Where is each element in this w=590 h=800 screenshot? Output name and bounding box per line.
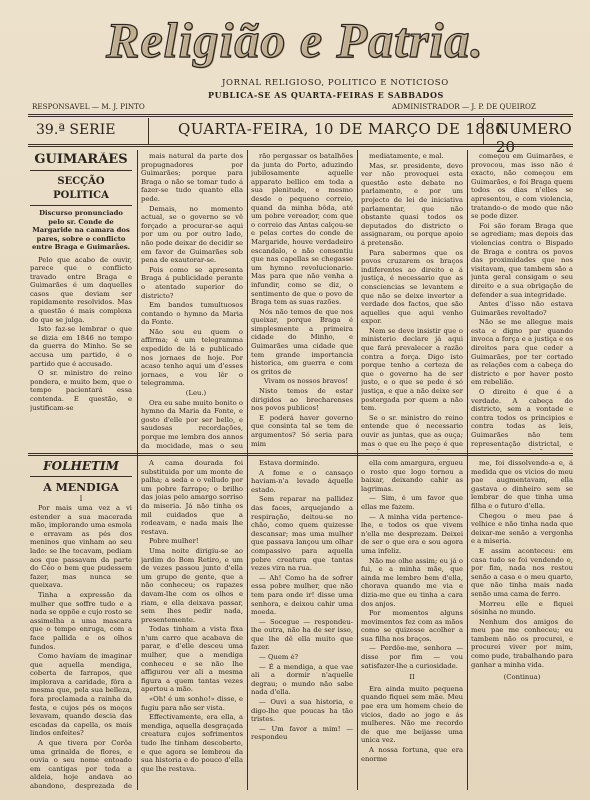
paragraph: A nossa fortuna, que era enorme xyxy=(361,746,463,763)
paragraph: O direito é que é a verdade. A cabeça do districto, sem a vontade e contra todos os principios e contra todas as leis, Guimarães não tem representação districtal, e xyxy=(471,388,573,448)
paragraph: Não se me allegue mais esta e digno par quando invoca a força e a justiça e os direitos para que ceder a Guimarães, por ter cortado as relações com a cabeça do districto e por haver posto em rebelião. xyxy=(471,318,573,387)
story-title: A MENDIGA xyxy=(43,481,119,494)
paragraph: Era ainda muito pequena quando fiquei sem mãe. Meu pae era um homem cheio de vicios, dado ao jogo e ás mulheres. Não me recordo de que me beijasse uma unica vez. xyxy=(361,684,463,745)
paragraph: (Leu.) xyxy=(185,389,207,398)
paragraph: — Ouvi a sua historia, e digo-lhe que poucas ha tão tristes. xyxy=(251,698,353,724)
paragraph: A que tivera por Corôa uma grinalda de flores, e ouvia o seu nome entoado em cantigas por toda a aldeia, hoje andava ao abandono, desprezada de xyxy=(30,739,132,790)
publication-schedule: PUBLICA-SE AS QUARTA-FEIRAS E SABBADOS xyxy=(208,90,444,100)
column-4-bottom xyxy=(361,459,463,791)
paragraph: Não sou eu quem o affirma; é um telegramma expedido de lá e publicado nos jornaes de hoje. Por acaso tenho aqui um d'esses jornaes, e vou lêr o telegramma. xyxy=(141,327,243,388)
paragraph: ella com amargura, ergueu o rosto que logo tornou a baixar, deixando cahir as lagrimas. xyxy=(361,459,463,493)
chapter-number: II xyxy=(409,673,415,682)
paragraph: — É a mendiga, a que vae ali a dormir n'aquelle degrau; o mundo não sabe nada d'ella. xyxy=(251,662,353,697)
infobar-bottom-rule-2 xyxy=(28,146,573,147)
heading-rule xyxy=(30,205,132,206)
issue-number: NUMERO 20 xyxy=(496,120,572,156)
paragraph: Como havíam de imaginar que aquella mendiga, coberta de farrapos, que implorava a caridade, fôra a mesma que, pela sua belleza, fora proclamada a rainha da festa, e cujos pés os moços levavam, quando descia das escadas da capella, os mais lindos enfeites? xyxy=(30,652,132,738)
column-divider xyxy=(357,150,358,790)
paragraph: me, foi dissolvendo-a e, á medida que os vicios do meu pae augmentavam, ella gastava o dinheiro sem se lembrar de que tinha uma filha e o futuro d'ella. xyxy=(471,459,573,510)
folhetim-divider-rule-2 xyxy=(28,455,573,456)
section-heading-guimaraes: GUIMARÃES xyxy=(34,152,128,167)
paragraph: — Perdôe-me, senhora — disse por fim — vou satisfazer-lhe a curiosidade. xyxy=(361,644,463,670)
paragraph: A cama dourada foi substituida por um monte de palha; a seda e o velludo por um pobre farrapo; o brilho das joias pelo amargo sorriso da miseria. Já não tinha os mil cuidados que a rodeavam, e nada mais lhe restava. xyxy=(141,459,243,536)
paragraph: — Ah! Como ha de sofrer essa pobre mulher, que não tem para onde ir! disse uma senhora, e deixou cahir uma moeda. xyxy=(251,573,353,617)
issue-bar-divider xyxy=(148,118,149,144)
column-3-bottom xyxy=(251,459,353,791)
column-divider xyxy=(467,150,468,790)
responsible-editor: RESPONSAVEL — M. J. PINTO xyxy=(32,102,145,111)
paragraph: Por mais uma vez a vi estender a sua macerada mão, implorando uma esmola e erravam as pés dos meninos que vinham ao seu lado: se lhe tocavam, pediam aos que passavam da parte do Céo o bem que pudessem fazer, mas nunca se queixava. xyxy=(30,504,132,590)
column-3-top xyxy=(251,152,353,450)
paragraph: Sem reparar na pallidez das faces, arquejando a respiração, deitou-se no chão, como quem quizesse descansar; mas uma mulher que passava lançou um olhar compassivo para aquella pobre creatura que tantas vezes vira na rua. xyxy=(251,495,353,573)
paragraph: Foi são foram Braga que se agrediam; mas depois das violencias contra o Bispado de Braga e contra os povos das proximidades que nos visitavam, que tambem são a junta geral consigam o seu direito e a sua obrigação de defender a sua integridade. xyxy=(471,221,573,299)
paragraph: Nisto temos de estar dirigidos ao brecharenses nos povos publicos! xyxy=(251,387,353,413)
paragraph: Se o sr. ministro do reino entende que é necessario ouvir as juntas, que as ouça; mas o que eu lhe peço é que xyxy=(361,413,463,448)
issue-bar-divider xyxy=(483,118,484,144)
paragraph: começou em Guimarães, e provocou, mas isso não é exacto, não começou em Guimarães, e foi Braga quem todos os dias n'elles se apresentou, e com violencia, tratando-o de modo que não se pode dizer. xyxy=(471,152,573,221)
column-divider xyxy=(247,150,248,790)
infobar-bottom-rule xyxy=(28,144,573,145)
continua-note: (Continua) xyxy=(503,673,541,682)
paragraph: Não me olhe assim; eu já o fui, e a minha mãe, que ainda me lembro bem d'ella, chorava quando me via e dizia-me que eu tinha a cara dos anjos. xyxy=(361,556,463,608)
column-2-bottom xyxy=(141,459,243,791)
folhetim-divider-rule xyxy=(28,453,573,454)
issue-date: QUARTA-FEIRA, 10 DE MARÇO DE 1886 xyxy=(178,120,506,138)
paragraph: Demais, no momento actual, se o governo se vê forçado a procurar-se aqui por um ou por outro lado, não pode deixar de decidir se em favor de Guimarães sob pena de exautorar-se. xyxy=(141,204,243,265)
paragraph: Vivam os nossos bravos! xyxy=(263,377,349,386)
paragraph: Pois como se apresenta Braga á publicidade perante o atentado superior do districto? xyxy=(141,265,243,300)
column-divider xyxy=(137,150,138,790)
paragraph: A fome e o cansaço haviam-n'a levado áquelle estado. xyxy=(251,468,353,494)
heading-rule xyxy=(30,476,132,477)
masthead-title: Religião e Patria. xyxy=(106,12,484,68)
paragraph: Uma noite dirigiu-se ao jardim do Bom Retiro, e um de vezes passou junto d'ella um grupo de gente, que a não conheceu; os rapazes davam-lhe com os olhos e riam, e ella deixava passar, sem lhes pedir nada, presentemente. xyxy=(141,546,243,624)
heading-rule xyxy=(30,170,132,171)
column-2-top xyxy=(141,152,243,450)
paragraph: Todas tinham a vista fixa n'um carro que acabava de parar, e d'elle desceu uma mulher, que a mendiga conheceu e se não lhe affigurou ver ali a mesma figura a quem tantas vezes apertou a mão. xyxy=(141,625,243,694)
column-5-top xyxy=(471,152,573,450)
paragraph: — Sim, é um favor que ellas me fazem. xyxy=(361,494,463,511)
column-5-bottom xyxy=(471,459,573,791)
speech-subheading: Discurso pronunciado pelo sr. Conde de Margaride na camara dos pares, sobre o conflicto entre Braga e Guimarães. xyxy=(31,209,131,251)
paragraph: — Socegue — respondeu-lhe outra, não ha de ser isso, que lhe dê ella muito que fazer. xyxy=(251,617,353,652)
paragraph: Por momentos alguns movimentos fez com as mãos como se quizesse acolher a sua filha nos braços. xyxy=(361,609,463,643)
paragraph: Ora eu sabe muito bonito o hymno da Maria da Fonte, e gosto d'elle por ser bello, e saudosas recordações, porque me lembra dos annos da mocidade, mas o seu xyxy=(141,398,243,450)
issue-serie: 39.ª SERIE xyxy=(36,122,116,138)
paragraph: mediatamente, e mal. xyxy=(369,152,444,160)
paragraph: Chegou o meu pae á velhice e não tinha nada que deixar-me senão a vergonha e a miseria. xyxy=(471,511,573,546)
paragraph: mais natural da parte dos propugnadores por Guimarães; porque para Braga o não se tomar tudo á fazer-se tudo quanto ella pede. xyxy=(141,152,243,203)
paragraph: Nós não temos de que nos queixar, porque Braga é simplesmente a primeira cidade do Minho, e Guimarães uma cidade que tem grande importancia historica, em guerra e com os gritos de xyxy=(251,307,353,376)
paragraph: Effectivamente, era ella, a mendiga, aquella desgraçada creatura cujos sofrimentos tudo lhe tinham descoberto, e que agora se lembrou da sua historia e do pouco d'ella que lhe restava. xyxy=(141,713,243,773)
section-politica: SECÇÃO POLITICA xyxy=(53,176,109,201)
paragraph: Nem se deve insistir que o ministerio declare já aqui que fará prevalecer a razão contra a força. Digo isto porque tenho a certeza de que o governo ha de ser justo, e o que se pede é só justiça, e que a não deixe ser postergada por quem a não tem. xyxy=(361,326,463,413)
column-4-top xyxy=(361,152,463,450)
paragraph: — A minha vida pertence-lhe, e todos os que vivem n'ella me desprezam. Deixei de ser o que era e sou agora uma infeliz. xyxy=(361,512,463,555)
paragraph: Mas, sr. presidente, devo ver não provoquei esta questão este debate no parlamento, e por um projecto de lei de iniciativa parlamentar, que não obstante quasi todos os deputados do districto o assignaram, ou porque apoio á pretensão. xyxy=(361,161,463,247)
paragraph: Isto faz-se lembrar o que se dizia em 1846 no tempo da guerra do Minho. Se se accusa um partido, é o partido que é accusado. xyxy=(30,325,132,368)
top-double-rule xyxy=(28,114,573,115)
paragraph: Pobre mulher! xyxy=(149,537,199,546)
paragraph: Estava dormindo. xyxy=(259,459,320,467)
column-1-bottom xyxy=(30,459,132,791)
paragraph: Antes d'isso não estava Guimarães revoltado? xyxy=(471,300,573,317)
folhetim-heading: FOLHETIM xyxy=(43,459,119,473)
masthead-subtitle: JORNAL RELIGIOSO, POLITICO E NOTICIOSO xyxy=(222,78,449,88)
paragraph: Morreu elle e fiquei sósinha no mundo. xyxy=(471,599,573,617)
paragraph: Em bandos tumultuosos contando o hymno da Maria da Fonte. xyxy=(141,301,243,327)
column-1-top xyxy=(30,152,132,450)
top-double-rule-2 xyxy=(28,116,573,117)
paragraph: Pelo que acabo de ouvir, parece que o conflicto travado entre Braga e Guimarães é um daquelles casos que deviam ser rapidamente resolvidos. Mas a questão é mais complexa do que se julga. xyxy=(30,255,132,324)
chapter-number: I xyxy=(79,495,83,503)
paragraph: «Oh! é um sonho!» disse, e fugiu para não ser vista. xyxy=(141,695,243,712)
paragraph: Para sabermos que os povos cruzarem os braços indiferentes ao direito e á justiça, é necessario que as consciencias se levantem e que não se deixe inverter a verdade dos factos, que são aquelles que aqui venho expor. xyxy=(361,248,463,326)
paragraph: Tinha a expressão da mulher que soffre tudo e a nada se oppõe e cujo rosto se assimelha a uma mascara que o tempo enruga, com a face pallida e os olhos fundos. xyxy=(30,590,132,651)
paragraph: rão pergassar os batalhões da junta do Porto, aduzindo jubilosamente aquelle apparato bellico em toda a sua plenitude, e mesmo desde o pequeno correio, quand da minha bôda, até um pobre vereador, com que o correio das Antas calçou-se e pelas cortes do conde de Margaride, houve verdadeiro escandalo, e não consentiu que nas capellas se chegasse um hymno revolucionario. Mas para que não venha a infundir, como se diz, o sentimento de que o povo de Braga tem as suas razões. xyxy=(251,152,353,307)
administrator: ADMINISTRADOR — J. P. DE QUEIROZ xyxy=(392,102,536,111)
paragraph: Nenhum dos amigos de meu pae me conheceu; eu tambem não os procurei, e procurei viver por mim, como pude, trabalhando para ganhar a minha vida. xyxy=(471,617,573,669)
paragraph: E assim aconteceu: em casa tudo se foi vendendo e, por fim, nada nos restou senão a casa e o meu quarto, que não tinha mais nada senão uma cama de ferro. xyxy=(471,546,573,598)
paragraph: — Um favor a mim! — respondeu xyxy=(251,724,353,742)
paragraph: O sr. ministro do reino pondera, e muito bem, que o tempo pacientará essa contenda. E questão, e justificam-se xyxy=(30,369,132,412)
paragraph: — Quem é? xyxy=(259,653,299,662)
paragraph: E poderá haver governo que consinta tal se tem de argumentos? Só seria para mim xyxy=(251,413,353,448)
